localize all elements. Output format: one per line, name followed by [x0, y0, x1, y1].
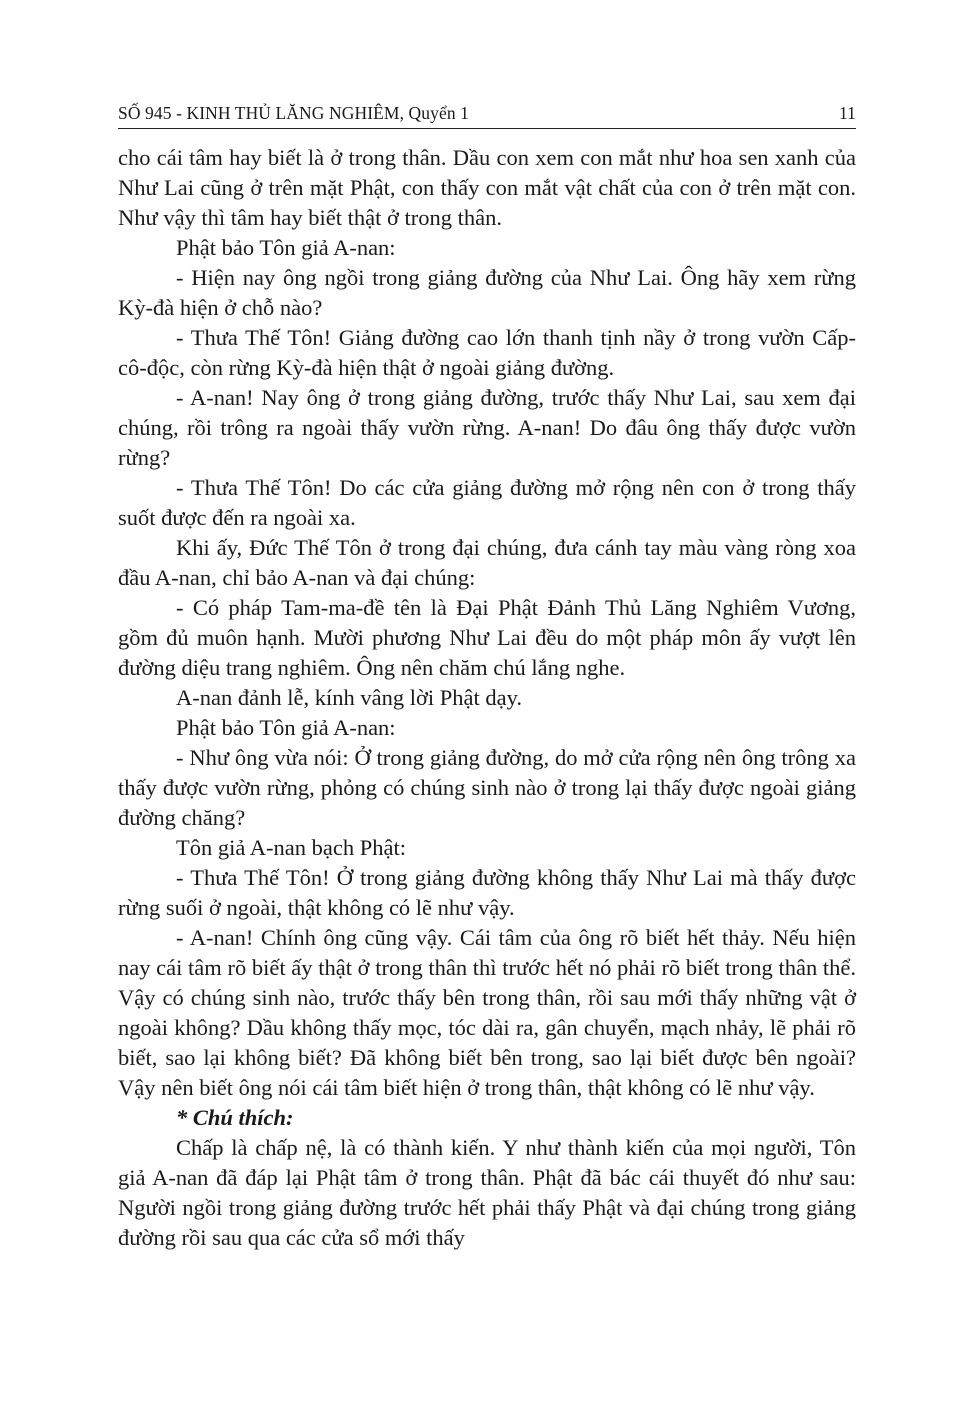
paragraph: Khi ấy, Đức Thế Tôn ở trong đại chúng, đưa cánh tay màu vàng ròng xoa đầu A-nan, chỉ bảo A-nan và đại chúng: [118, 535, 856, 590]
document-page [118, 100, 856, 1253]
note-paragraph: Chấp là chấp nệ, là có thành kiến. Y như thành kiến của mọi người, Tôn giả A-nan đã đáp lại Phật tâm ở trong thân. Phật đã bác cái thuyết đó như sau: Người ngồi trong giảng đường trước hết phải thấy Phật và đại chúng trong giảng đường rồi sau qua các cửa sổ mới thấy [118, 1135, 856, 1250]
body-text [118, 143, 856, 1253]
paragraph: cho cái tâm hay biết là ở trong thân. Dầu con xem con mắt như hoa sen xanh của Như Lai cũng ở trên mặt Phật, con thấy con mắt vật chất của con ở trên mặt con. Như vậy thì tâm hay biết thật ở trong thân. [118, 145, 856, 230]
paragraph: - Có pháp Tam-ma-đề tên là Đại Phật Đảnh Thủ Lăng Nghiêm Vương, gồm đủ muôn hạnh. Mười phương Như Lai đều do một pháp môn ấy vượt lên đường diệu trang nghiêm. Ông nên chăm chú lắng nghe. [118, 595, 856, 680]
note-heading: * Chú thích: [176, 1105, 294, 1130]
running-header [118, 100, 856, 129]
paragraph: - Hiện nay ông ngồi trong giảng đường của Như Lai. Ông hãy xem rừng Kỳ-đà hiện ở chỗ nào? [118, 265, 856, 320]
page-number: 11 [838, 103, 856, 123]
paragraph: - Thưa Thế Tôn! Do các cửa giảng đường mở rộng nên con ở trong thấy suốt được đến ra ngoài xa. [118, 475, 856, 530]
paragraph: - Như ông vừa nói: Ở trong giảng đường, do mở cửa rộng nên ông trông xa thấy được vườn rừng, phỏng có chúng sinh nào ở trong lại thấy được ngoài giảng đường chăng? [118, 745, 856, 830]
paragraph: Tôn giả A-nan bạch Phật: [176, 835, 406, 860]
paragraph: A-nan đảnh lễ, kính vâng lời Phật dạy. [176, 685, 522, 710]
paragraph: Phật bảo Tôn giả A-nan: [176, 235, 396, 260]
paragraph: Phật bảo Tôn giả A-nan: [176, 715, 396, 740]
paragraph: - Thưa Thế Tôn! Giảng đường cao lớn thanh tịnh nầy ở trong vườn Cấp-cô-độc, còn rừng Kỳ-đà hiện thật ở ngoài giảng đường. [118, 325, 856, 380]
header-title: SỐ 945 - KINH THỦ LĂNG NGHIÊM, Quyển 1 [118, 103, 470, 123]
paragraph: - A-nan! Nay ông ở trong giảng đường, trước thấy Như Lai, sau xem đại chúng, rồi trông ra ngoài thấy vườn rừng. A-nan! Do đâu ông thấy được vườn rừng? [118, 385, 856, 470]
paragraph: - A-nan! Chính ông cũng vậy. Cái tâm của ông rõ biết hết thảy. Nếu hiện nay cái tâm rõ biết ấy thật ở trong thân thì trước hết nó phải rõ biết trong thân thể. Vậy có chúng sinh nào, trước thấy bên trong thân, rồi sau mới thấy những vật ở ngoài không? Dầu không thấy mọc, tóc dài ra, gân chuyển, mạch nhảy, lẽ phải rõ biết, sao lại không biết? Đã không biết bên trong, sao lại biết được bên ngoài? Vậy nên biết ông nói cái tâm biết hiện ở trong thân, thật không có lẽ như vậy. [118, 925, 856, 1100]
paragraph: - Thưa Thế Tôn! Ở trong giảng đường không thấy Như Lai mà thấy được rừng suối ở ngoài, thật không có lẽ như vậy. [118, 865, 856, 920]
